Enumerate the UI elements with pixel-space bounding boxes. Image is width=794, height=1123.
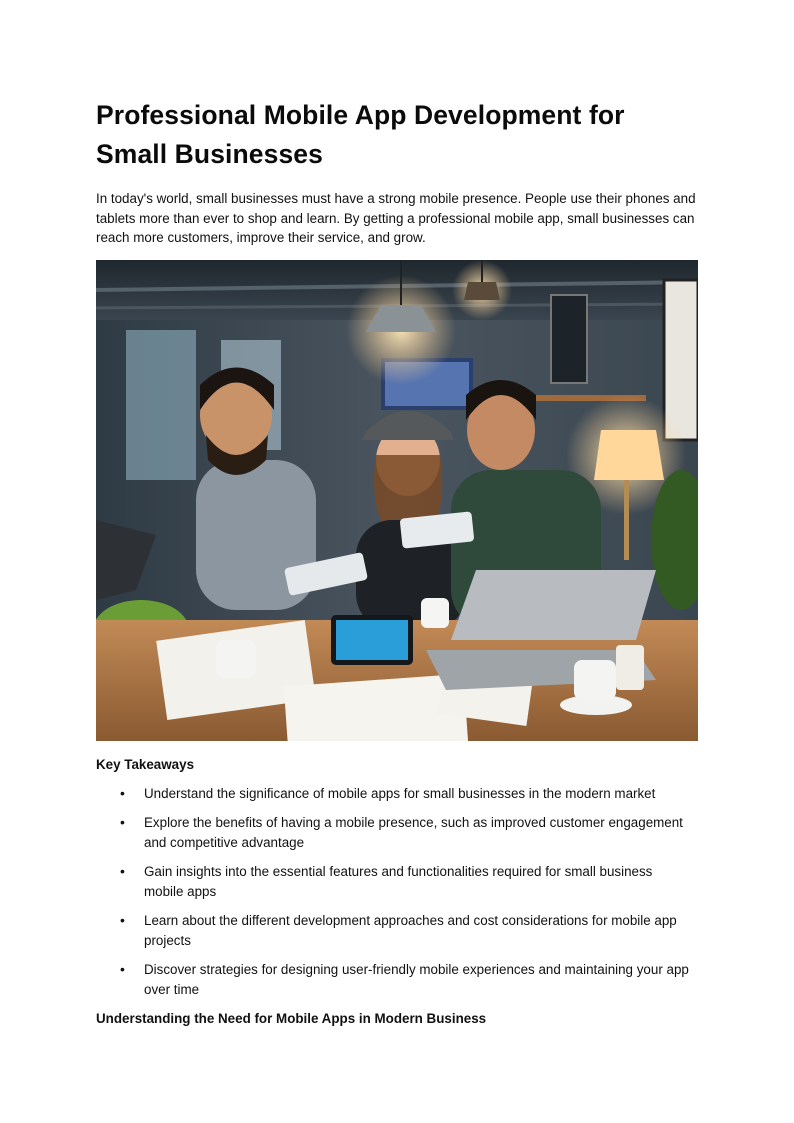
list-item: • Discover strategies for designing user-friendly mobile experiences and maintaining your app over time xyxy=(144,960,698,999)
list-item: • Explore the benefits of having a mobile presence, such as improved customer engagement and competitive advantage xyxy=(144,813,698,852)
takeaways-list xyxy=(96,784,698,1000)
intro-paragraph: In today's world, small businesses must have a strong mobile presence. People use their phones and tablets more than ever to shop and learn. By getting a professional mobile app, small businesses can reach more customers, improve their service, and grow. xyxy=(96,191,696,245)
section-heading: Understanding the Need for Mobile Apps in Modern Business xyxy=(96,1011,487,1026)
takeaways-heading: Key Takeaways xyxy=(96,756,195,772)
page-title: Professional Mobile App Development for Small Businesses xyxy=(96,100,625,169)
hero-photo-office-team xyxy=(96,260,698,741)
document-page xyxy=(96,96,698,1028)
list-item: • Gain insights into the essential features and functionalities required for small business mobile apps xyxy=(144,862,698,901)
list-item: • Understand the significance of mobile apps for small businesses in the modern market xyxy=(144,784,698,804)
list-item: • Learn about the different development approaches and cost considerations for mobile app projects xyxy=(144,911,698,950)
